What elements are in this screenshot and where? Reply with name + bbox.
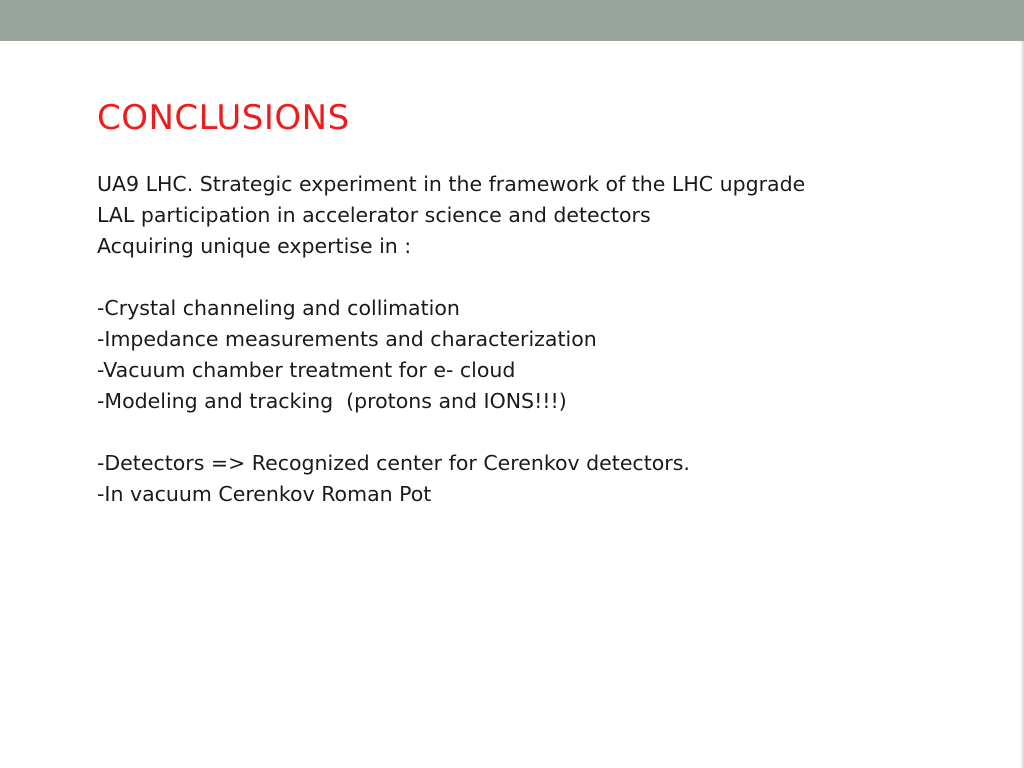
expertise-item: -Impedance measurements and characterization (97, 327, 597, 351)
intro-block (97, 169, 997, 262)
slide-title: CONCLUSIONS (97, 98, 350, 138)
expertise-item: -Vacuum chamber treatment for e- cloud (97, 358, 516, 382)
detector-list (97, 448, 997, 510)
expertise-item: -Crystal channeling and collimation (97, 296, 460, 320)
intro-line: LAL participation in accelerator science and detectors (97, 203, 651, 227)
spacer (97, 262, 997, 293)
intro-line: Acquiring unique expertise in : (97, 234, 412, 258)
slide-content (97, 96, 997, 510)
detector-item: -In vacuum Cerenkov Roman Pot (97, 482, 432, 506)
expertise-list (97, 293, 997, 417)
slide-header-bar (0, 0, 1024, 41)
spacer (97, 417, 997, 448)
intro-line: UA9 LHC. Strategic experiment in the framework of the LHC upgrade (97, 172, 806, 196)
expertise-item: -Modeling and tracking (protons and IONS!!!) (97, 389, 567, 413)
detector-item: -Detectors => Recognized center for Cerenkov detectors. (97, 451, 690, 475)
